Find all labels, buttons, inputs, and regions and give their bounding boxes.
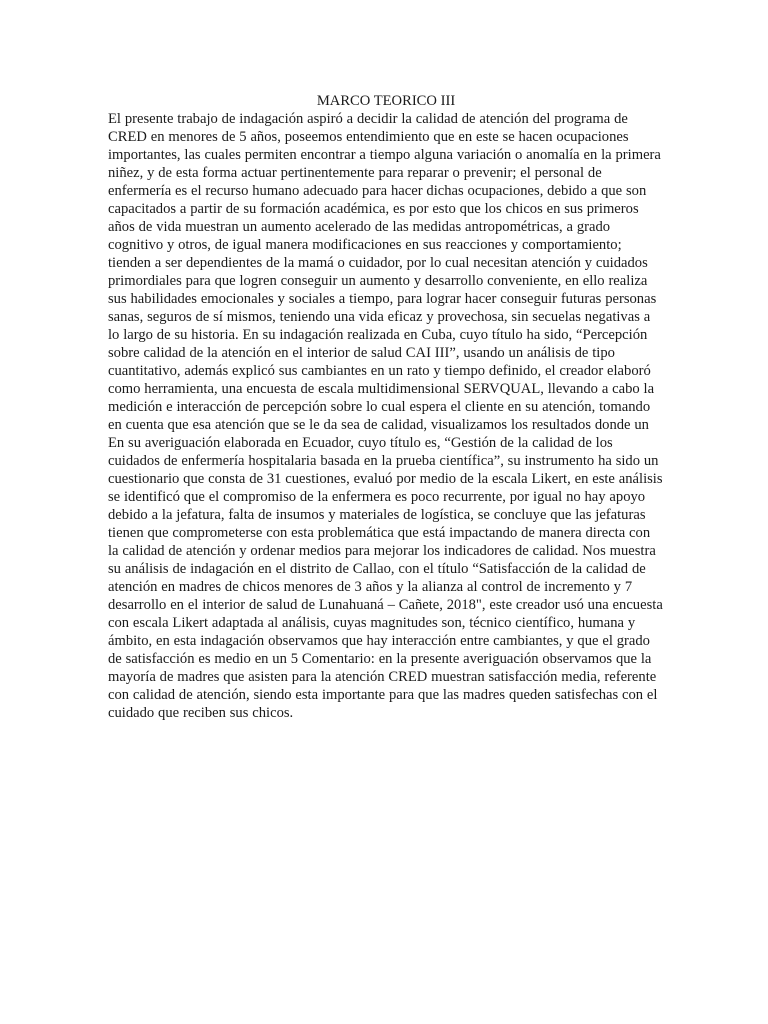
document-title: MARCO TEORICO III [316, 93, 456, 109]
document-body-paragraph: El presente trabajo de indagación aspiró a decidir la calidad de atención del programa de CRED en menores de 5 años, poseemos entendimiento que en este se hacen ocupaciones importantes, las cuales permiten encontrar a tiempo alguna variación o anomalía en la primera niñez, y de esta forma actuar pertinentemente para reparar o prevenir; el personal de enfermería es el recurso humano adecuado para hacer dichas ocupaciones, debido a que son capacitados a partir de su formación académica, es por esto que los chicos en sus primeros años de vida muestran un aumento acelerado de las medidas antropométricas, a grado cognitivo y otros, de igual manera modificaciones en sus reacciones y comportamiento; tienden a ser dependientes de la mamá o cuidador, por lo cual necesitan atención y cuidados primordiales para que logren conseguir un aumento y desarrollo conveniente, en ello realiza sus habilidades emocionales y sociales a tiempo, para lograr hacer conseguir futuras personas sanas, seguros de sí mismos, teniendo una vida eficaz y provechosa, sin secuelas negativas a lo largo de su historia. En su indagación realizada en Cuba, cuyo título ha sido, “Percepción sobre calidad de la atención en el interior de salud CAI III”, usando un análisis de tipo cuantitativo, además explicó sus cambiantes en un rato y tiempo definido, el creador elaboró como herramienta, una encuesta de escala multidimensional SERVQUAL, llevando a cabo la medición e interacción de percepción sobre lo cual espera el cliente en su atención, tomando en cuenta que esa atención que se le da sea de calidad, visualizamos los resultados donde un En su averiguación elaborada en Ecuador, cuyo título es, “Gestión de la calidad de los cuidados de enfermería hospitalaria basada en la prueba científica”, su instrumento ha sido un cuestionario que consta de 31 cuestiones, evaluó por medio de la escala Likert, en este análisis se identificó que el compromiso de la enfermera es poco recurrente, por igual no hay apoyo debido a la jefatura, falta de insumos y materiales de logística, se concluye que las jefaturas tienen que comprometerse con esta problemática que está impactando de manera directa con la calidad de atención y ordenar medios para mejorar los indicadores de calidad. Nos muestra su análisis de indagación en el distrito de Callao, con el título “Satisfacción de la calidad de atención en madres de chicos menores de 3 años y la alianza al control de incremento y 7 desarrollo en el interior de salud de Lunahuaná – Cañete, 2018", este creador usó una encuesta con escala Likert adaptada al análisis, cuyas magnitudes son, técnico científico, humana y ámbito, en esta indagación observamos que hay interacción entre cambiantes, y que el grado de satisfacción es medio en un 5 Comentario: en la presente averiguación observamos que la mayoría de madres que asisten para la atención CRED muestran satisfacción media, referente con calidad de atención, siendo esta importante para que las madres queden satisfechas con el cuidado que reciben sus chicos. [108, 111, 663, 721]
document-content [108, 92, 664, 722]
